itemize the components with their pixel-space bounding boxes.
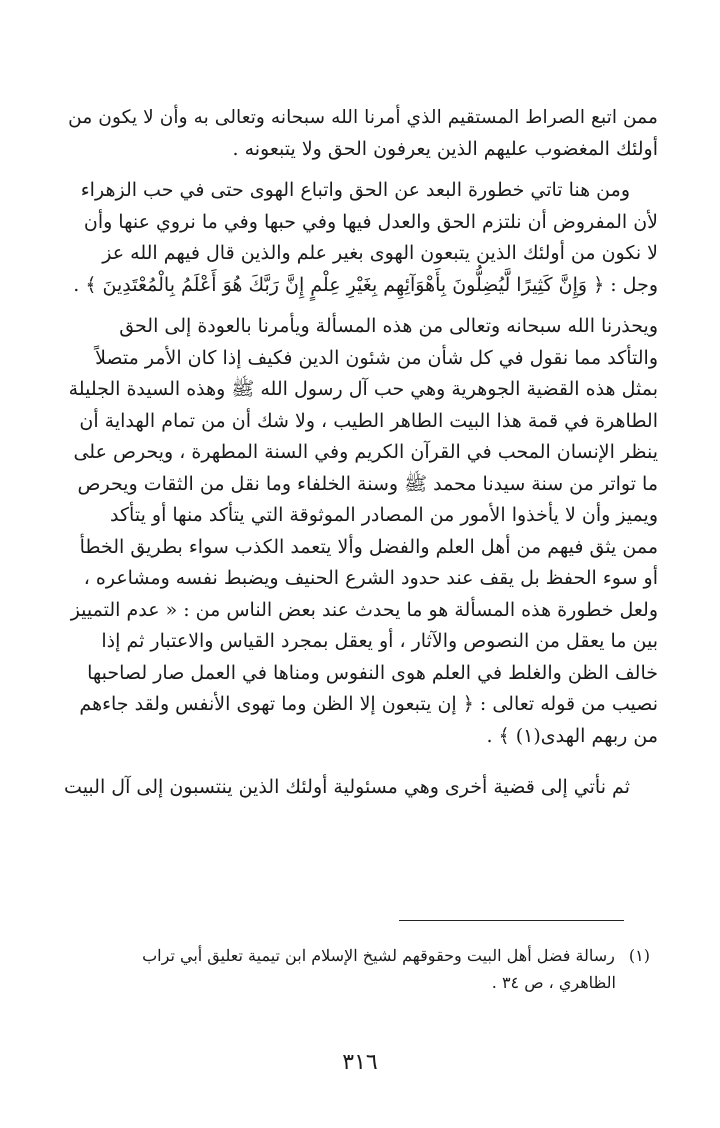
text-line: خالف الظن والغلط في العلم هوى النفوس ومناها في العمل صار لصاحبها [87, 661, 658, 684]
footnote-number: (١) [628, 946, 650, 965]
paragraph-4 [62, 772, 658, 804]
page-number: ٣١٦ [342, 1050, 378, 1075]
text-line: لا نكون من أولئك الذين يتبعون الهوى بغير علم والذين قال فيهم الله عز [102, 242, 658, 264]
text-line: والتأكد مما نقول في كل شأن من شئون الدين فكيف إذا كان الأمر متصلاً [95, 346, 658, 369]
text-line: أولئك المغضوب عليهم الذين يعرفون الحق ولا يتبعونه . [232, 137, 658, 160]
text-line: ينظر الإنسان المحب في القرآن الكريم وفي السنة المطهرة ، ويحرص على [73, 441, 658, 463]
footnote-line: الظاهري ، ص ٣٤ . [491, 973, 616, 992]
text-line: نصيب من قوله تعالى : ﴿ إن يتبعون إلا الظن وما تهوى الأنفس ولقد جاءهم [79, 693, 658, 715]
text-line: بمثل هذه القضية الجوهرية وهي حب آل رسول الله ﷺ وهذه السيدة الجليلة [68, 378, 658, 400]
text-line: ممن اتبع الصراط المستقيم الذي أمرنا الله سبحانه وتعالى به وأن لا يكون من [68, 107, 658, 128]
footnote-text: رسالة فضل أهل البيت وحقوقهم لشيخ الإسلام ابن تيمية تعليق أبي تراب [142, 946, 615, 965]
main-text [62, 102, 658, 804]
text-line: ما تواتر من سنة سيدنا محمد ﷺ وسنة الخلفاء وما نقل من الثقات ويحرص [77, 472, 658, 495]
text-line: لأن المفروض أن نلتزم الحق والعدل فيها وفي حبها وفي ما نروي عنها وأن [83, 210, 658, 233]
text-line: ثم نأتي إلى قضية أخرى وهي مسئولية أولئك الذين ينتسبون إلى آل البيت [64, 776, 630, 798]
footnote [62, 942, 650, 996]
text-line: ويحذرنا الله سبحانه وتعالى من هذه المسألة ويأمرنا بالعودة إلى الحق [119, 315, 658, 337]
text-line: ولعل خطورة هذه المسألة هو ما يحدث عند بعض الناس من : « عدم التمييز [70, 598, 658, 621]
paragraph-2 [62, 175, 658, 301]
footnote-separator [399, 920, 624, 921]
text-line: بين ما يعقل من النصوص والآثار ، أو يعقل بمجرد القياس والاعتبار ثم إذا [101, 630, 658, 652]
text-line: ويميز وأن لا يأخذوا الأمور من المصادر الموثوقة التي يتأكد منها أو يتأكد [110, 504, 658, 526]
text-line: ومن هنا تاتي خطورة البعد عن الحق واتباع الهوى حتى في حب الزهراء [80, 179, 630, 201]
paragraph-1 [62, 102, 658, 165]
text-line: الطاهرة في قمة هذا البيت الطاهر الطيب ، ولا شك أن من تمام الهداية أن [79, 409, 658, 432]
quran-verse-line: وجل : ﴿ وَإِنَّ كَثِيرًا لَّيُضِلُّونَ بِأَهْوَآئِهِم بِغَيْرِ عِلْمٍ إِنَّ رَبَّكَ هُوَ أَعْلَمُ بِالْمُعْتَدِينَ ﴾ . [73, 273, 658, 296]
footnote-line [62, 942, 650, 969]
text-line: من ربهم الهدى(١) ﴾ . [486, 724, 658, 747]
text-line: أو سوء الحفظ بل يقف عند حدود الشرع الحنيف ويضبط نفسه ومشاعره ، [83, 567, 658, 589]
text-line: ممن يثق فيهم من أهل العلم والفضل وألا يتعمد الكذب سواء بطريق الخطأ [79, 535, 658, 558]
paragraph-3 [62, 311, 658, 752]
